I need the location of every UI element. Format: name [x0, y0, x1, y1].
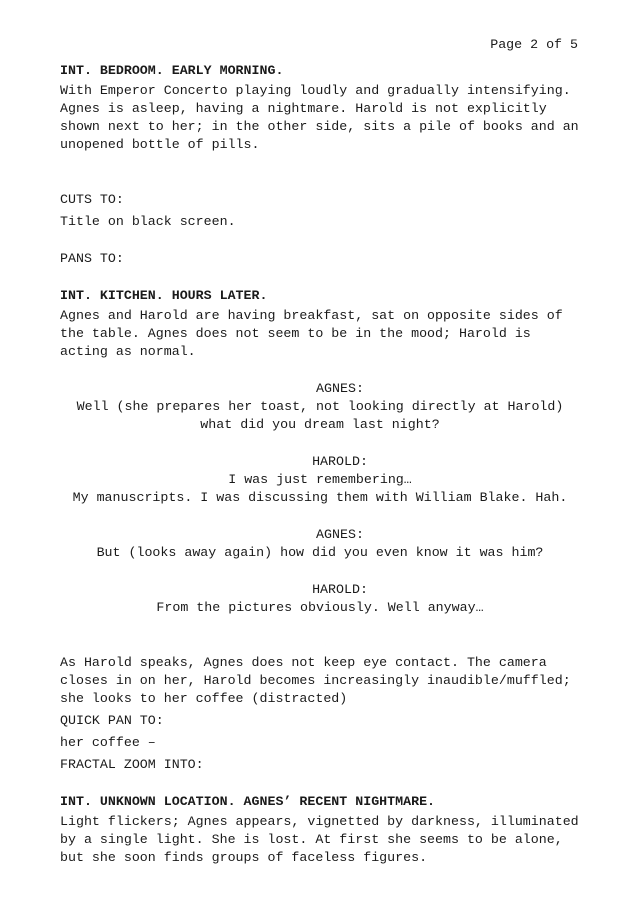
transition-cuts-to: CUTS TO:: [60, 192, 124, 207]
transition-pans-to: PANS TO:: [60, 251, 124, 266]
action-nightmare: Light flickers; Agnes appears, vignetted by darkness, illuminated by a single light. She is lost. At first she seems to be alone, but she soon finds groups of faceless figures.: [60, 814, 579, 865]
action-bedroom: With Emperor Concerto playing loudly and gradually intensifying. Agnes is asleep, having a nightmare. Harold is not explicitly shown next to her; in the other side, sits a pile of books and an unopened bottle of pills.: [60, 83, 579, 152]
transition-fractal-zoom: FRACTAL ZOOM INTO:: [60, 757, 204, 772]
scene-heading-kitchen: INT. KITCHEN. HOURS LATER.: [60, 288, 268, 303]
title-card: Title on black screen.: [60, 214, 236, 229]
script-body: [60, 62, 580, 867]
transition-quick-pan: QUICK PAN TO:: [60, 713, 164, 728]
dialogue-harold: I was just remembering…: [228, 472, 412, 487]
scene-heading-unknown-location: INT. UNKNOWN LOCATION. AGNES’ RECENT NIGHTMARE.: [60, 794, 436, 809]
action-kitchen: Agnes and Harold are having breakfast, sat on opposite sides of the table. Agnes does not seem to be in the mood; Harold is acting as normal.: [60, 308, 563, 359]
character-agnes: AGNES:: [316, 381, 364, 396]
action-kitchen-continued: As Harold speaks, Agnes does not keep eye contact. The camera closes in on her, Harold becomes increasingly inaudible/muffled; she looks to her coffee (distracted): [60, 655, 571, 706]
character-agnes: AGNES:: [316, 527, 364, 542]
dialogue-harold: From the pictures obviously. Well anyway…: [156, 600, 484, 615]
character-harold: HAROLD:: [312, 454, 368, 469]
dialogue-agnes: Well (she prepares her toast, not looking directly at Harold) what did you dream last night?: [76, 399, 564, 432]
dialogue-agnes: But (looks away again) how did you even know it was him?: [96, 545, 544, 560]
shot-her-coffee: her coffee –: [60, 735, 156, 750]
dialogue-harold-continued: My manuscripts. I was discussing them with William Blake. Hah.: [72, 490, 568, 505]
page-number: Page 2 of 5: [490, 37, 578, 52]
scene-heading-bedroom: INT. BEDROOM. EARLY MORNING.: [60, 63, 284, 78]
character-harold: HAROLD:: [312, 582, 368, 597]
